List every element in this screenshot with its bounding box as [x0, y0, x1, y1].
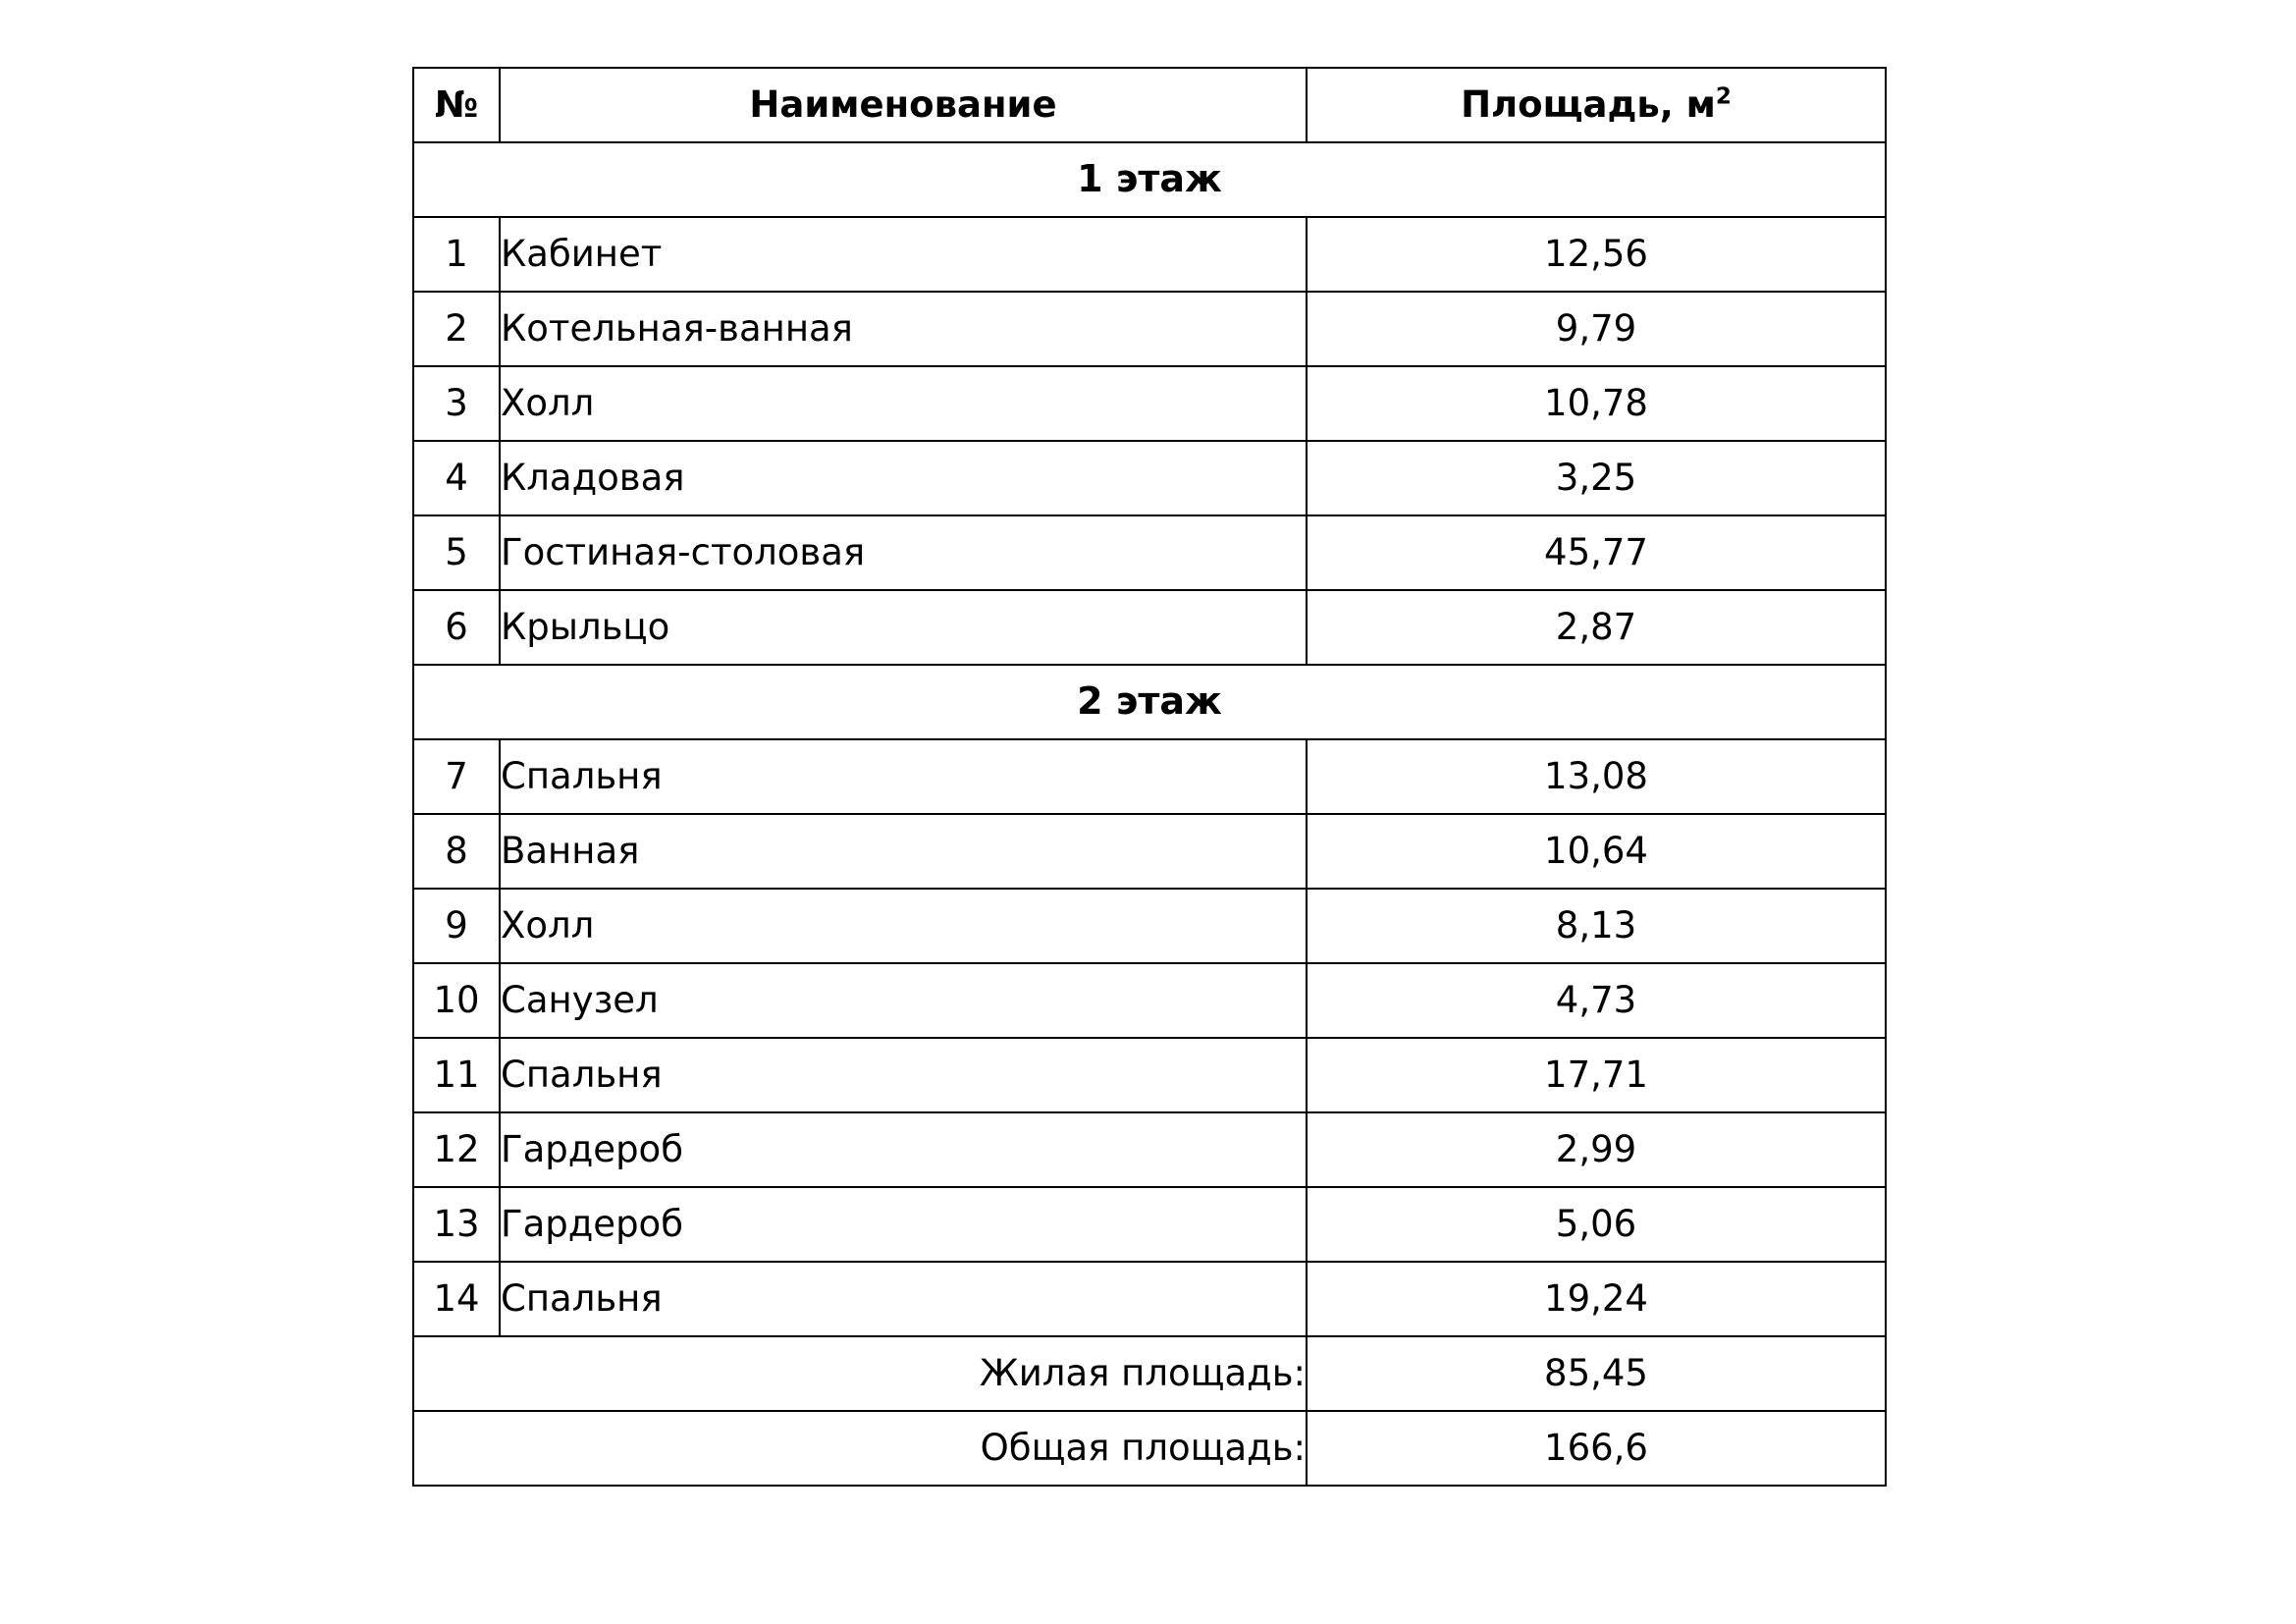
row-name: Санузел — [500, 963, 1307, 1038]
total-value: 85,45 — [1307, 1336, 1886, 1411]
row-area: 4,73 — [1307, 963, 1886, 1038]
column-header-number: № — [413, 68, 500, 142]
table-row — [413, 1112, 1886, 1187]
row-number: 7 — [413, 739, 500, 814]
row-number: 8 — [413, 814, 500, 889]
row-area: 2,87 — [1307, 590, 1886, 665]
row-number: 3 — [413, 366, 500, 441]
row-area: 13,08 — [1307, 739, 1886, 814]
row-area: 17,71 — [1307, 1038, 1886, 1112]
row-name: Спальня — [500, 1262, 1307, 1336]
row-area: 9,79 — [1307, 292, 1886, 366]
row-number: 6 — [413, 590, 500, 665]
row-name: Холл — [500, 366, 1307, 441]
column-header-name: Наименование — [500, 68, 1307, 142]
table-header-row — [413, 68, 1886, 142]
room-area-table-wrapper — [412, 67, 1885, 1487]
row-number: 14 — [413, 1262, 500, 1336]
row-name: Кабинет — [500, 217, 1307, 292]
table-row — [413, 739, 1886, 814]
row-name: Гардероб — [500, 1112, 1307, 1187]
total-row-living — [413, 1336, 1886, 1411]
row-area: 5,06 — [1307, 1187, 1886, 1262]
table-row — [413, 515, 1886, 590]
row-number: 4 — [413, 441, 500, 515]
row-name: Гостиная-столовая — [500, 515, 1307, 590]
row-name: Кладовая — [500, 441, 1307, 515]
section-title: 2 этаж — [413, 665, 1886, 739]
column-header-area-text: Площадь, м — [1461, 82, 1716, 126]
row-area: 12,56 — [1307, 217, 1886, 292]
row-number: 12 — [413, 1112, 500, 1187]
total-value: 166,6 — [1307, 1411, 1886, 1486]
table-header — [413, 68, 1886, 142]
table-row — [413, 1187, 1886, 1262]
table-row — [413, 1038, 1886, 1112]
row-area: 8,13 — [1307, 889, 1886, 963]
section-header-row — [413, 142, 1886, 217]
table-row — [413, 590, 1886, 665]
table-row — [413, 217, 1886, 292]
total-label: Общая площадь: — [413, 1411, 1307, 1486]
row-number: 2 — [413, 292, 500, 366]
row-name: Спальня — [500, 1038, 1307, 1112]
table-row — [413, 814, 1886, 889]
table-row — [413, 889, 1886, 963]
row-number: 10 — [413, 963, 500, 1038]
row-area: 10,64 — [1307, 814, 1886, 889]
room-area-table — [412, 67, 1887, 1487]
table-row — [413, 963, 1886, 1038]
total-row-overall — [413, 1411, 1886, 1486]
table-row — [413, 366, 1886, 441]
table-row — [413, 1262, 1886, 1336]
row-area: 10,78 — [1307, 366, 1886, 441]
section-header-row — [413, 665, 1886, 739]
row-number: 5 — [413, 515, 500, 590]
row-number: 11 — [413, 1038, 500, 1112]
row-name: Холл — [500, 889, 1307, 963]
table-body — [413, 142, 1886, 1486]
row-name: Ванная — [500, 814, 1307, 889]
row-number: 9 — [413, 889, 500, 963]
row-number: 1 — [413, 217, 500, 292]
table-row — [413, 441, 1886, 515]
column-header-area — [1307, 68, 1886, 142]
total-label: Жилая площадь: — [413, 1336, 1307, 1411]
column-header-area-superscript: 2 — [1715, 83, 1732, 110]
row-name: Крыльцо — [500, 590, 1307, 665]
table-row — [413, 292, 1886, 366]
row-name: Гардероб — [500, 1187, 1307, 1262]
row-area: 19,24 — [1307, 1262, 1886, 1336]
row-number: 13 — [413, 1187, 500, 1262]
section-title: 1 этаж — [413, 142, 1886, 217]
row-name: Спальня — [500, 739, 1307, 814]
row-area: 45,77 — [1307, 515, 1886, 590]
row-area: 3,25 — [1307, 441, 1886, 515]
row-area: 2,99 — [1307, 1112, 1886, 1187]
row-name: Котельная-ванная — [500, 292, 1307, 366]
